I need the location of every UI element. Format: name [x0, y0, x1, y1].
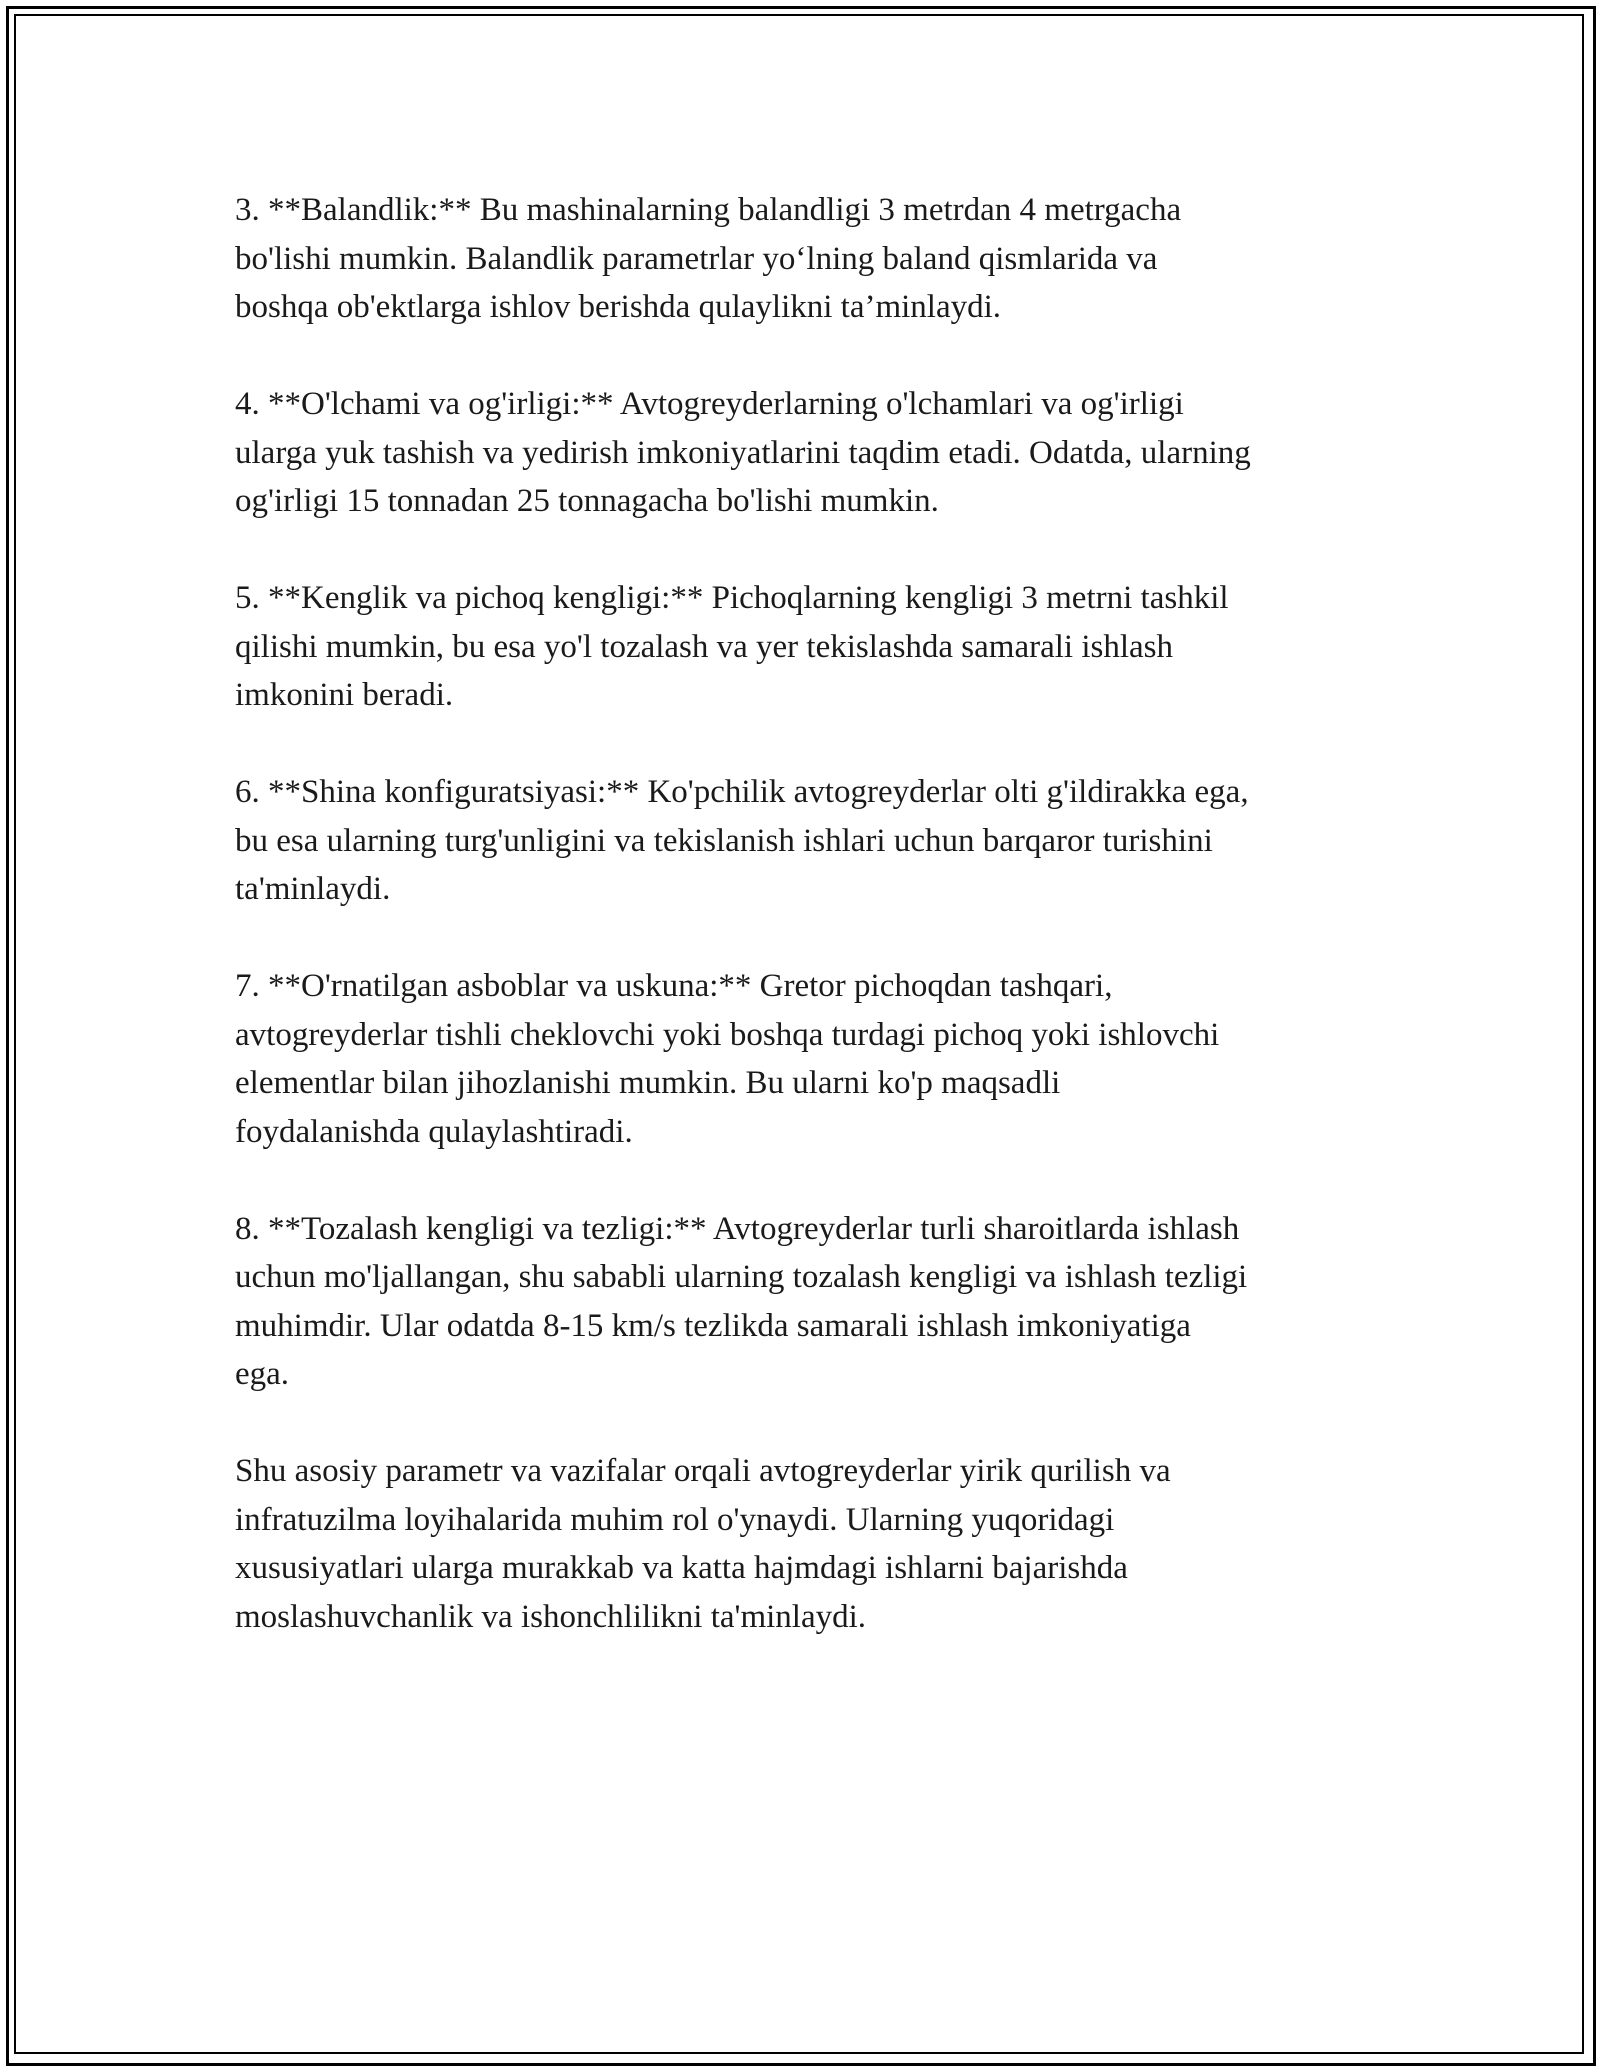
paragraph-conclusion: Shu asosiy parametr va vazifalar orqali avtogreyderlar yirik qurilish va infratuzilma loyihalarida muhim rol o'ynaydi. Ularning yuqoridagi xususiyatlari ularga murakkab va katta hajmdagi ishlarni bajarishda moslashuvchanlik va ishonchlilikni ta'minlaydi. [235, 1453, 1171, 1635]
paragraph-height: 3. **Balandlik:** Bu mashinalarning balandligi 3 metrdan 4 metrgacha bo'lishi mumkin. Balandlik parametrlar yo‘lning baland qismlarida va boshqa ob'ektlarga ishlov berishda qulaylikni ta’minlaydi. [235, 192, 1182, 325]
paragraph-width-blade: 5. **Kenglik va pichoq kengligi:** Pichoqlarning kengligi 3 metrni tashkil qilishi mumkin, bu esa yo'l tozalash va yer tekislashda samarali ishlash imkonini beradi. [235, 580, 1229, 713]
paragraph-size-weight: 4. **O'lchami va og'irligi:** Avtogreyderlarning o'lchamlari va og'irligi ularga yuk tashish va yedirish imkoniyatlarini taqdim etadi. Odatda, ularning og'irligi 15 tonnadan 25 tonnagacha bo'lishi mumkin. [235, 386, 1251, 519]
paragraph-tools-equipment: 7. **O'rnatilgan asboblar va uskuna:** Gretor pichoqdan tashqari, avtogreyderlar tishli cheklovchi yoki boshqa turdagi pichoq yoki ishlovchi elementlar bilan jihozlanishi mumkin. Bu ularni ko'p maqsadli foydalanishda qulaylashtiradi. [235, 968, 1220, 1150]
paragraph-clearing-width-speed: 8. **Tozalash kengligi va tezligi:** Avtogreyderlar turli sharoitlarda ishlash uchun mo'ljallangan, shu sababli ularning tozalash kengligi va ishlash tezligi muhimdir. Ular odatda 8-15 km/s tezlikda samarali ishlash imkoniyatiga ega. [235, 1210, 1248, 1392]
paragraph-tire-configuration: 6. **Shina konfiguratsiyasi:** Ko'pchilik avtogreyderlar olti g'ildirakka ega, bu esa ularning turg'unligini va tekislanish ishlari uchun barqaror turishini ta'minlaydi. [235, 774, 1249, 907]
document-body [235, 186, 1375, 1690]
